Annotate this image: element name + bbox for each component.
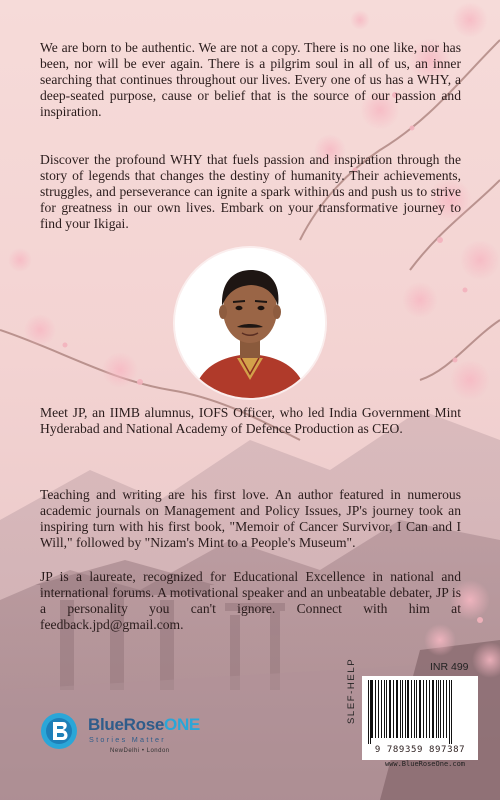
barcode-bar <box>438 680 439 738</box>
author-laureate-paragraph: JP is a laureate, recognized for Educational Excellence in national and international forums. A motivational speaker and an unbeatable debater, JP is a personality you can't ignore. Connect with him at feedback.jpd@gmail.com. <box>40 569 461 632</box>
barcode-bar <box>381 680 382 738</box>
barcode-bar <box>423 680 424 738</box>
bluerose-logo-icon <box>40 712 78 750</box>
barcode-bar <box>451 680 452 744</box>
barcode-bar <box>440 680 441 738</box>
intro-paragraph: We are born to be authentic. We are not a copy. There is no one like, nor has been, nor will be ever again. There is a pilgrim soul in all of us, an inner searching that continues throughout our lives. Every one of us has a WHY, a deep-seated purpose, cause or belief that is the source of our passion and inspiration. <box>40 40 461 119</box>
author-writing-paragraph: Teaching and writing are his first love. An author featured in numerous academic journals on Management and Policy Issues, JP's journey took an inspiring turn with his first book, "Memoir of Cancer Survivor, I Can and I Will," followed by "Nizam's Mint to a People's Museum". <box>40 487 461 550</box>
barcode-bar <box>375 680 376 738</box>
barcode-bar <box>411 680 412 738</box>
barcode-bar <box>378 680 379 738</box>
publisher-logo <box>40 712 210 762</box>
author-intro-paragraph: Meet JP, an IIMB alumnus, IOFS Officer, who led India Government Mint Hyderabad and National Academy of Defence Production as CEO. <box>40 405 461 436</box>
barcode-bar <box>426 680 427 738</box>
barcode-bar <box>400 680 401 738</box>
barcode-bar <box>432 680 434 738</box>
barcode-bar <box>407 680 409 738</box>
book-genre-label: SLEF-HELP <box>346 657 357 724</box>
barcode-bar <box>386 680 387 738</box>
barcode-bar <box>443 680 444 738</box>
barcode-icon <box>362 676 478 744</box>
isbn-number: 9 789359 897387 <box>374 745 466 755</box>
barcode-bar <box>449 680 450 744</box>
barcode-bar <box>436 680 437 738</box>
barcode-bar <box>446 680 447 738</box>
discover-paragraph: Discover the profound WHY that fuels passion and inspiration through the story of legends that changes the destiny of humanity. Their achievements, struggles, and perseverance can ignite a spark within us and push us to strive for greatness in our own lives. Embark on your transformative journey to find your Ikigai. <box>40 152 461 231</box>
barcode-bar <box>370 680 371 744</box>
barcode-bar <box>384 680 385 738</box>
publisher-name: BlueRoseONE <box>88 715 200 734</box>
barcode-bar <box>419 680 421 738</box>
barcode-bar <box>429 680 430 738</box>
author-portrait <box>175 248 325 398</box>
barcode-bar <box>393 680 394 738</box>
barcode-bar <box>414 680 415 738</box>
book-price: INR 499 <box>430 661 469 673</box>
barcode-bar <box>389 680 391 738</box>
barcode-bar <box>402 680 403 738</box>
barcode-bar <box>368 680 369 744</box>
barcode-bar <box>396 680 398 738</box>
barcode-bar <box>405 680 406 738</box>
publisher-website: www.BlueRoseOne.com <box>384 760 466 768</box>
publisher-cities: NewDelhi • London <box>110 748 170 754</box>
publisher-tagline: Stories Matter <box>89 735 166 744</box>
barcode-bar <box>416 680 417 738</box>
barcode-bar <box>371 680 373 738</box>
